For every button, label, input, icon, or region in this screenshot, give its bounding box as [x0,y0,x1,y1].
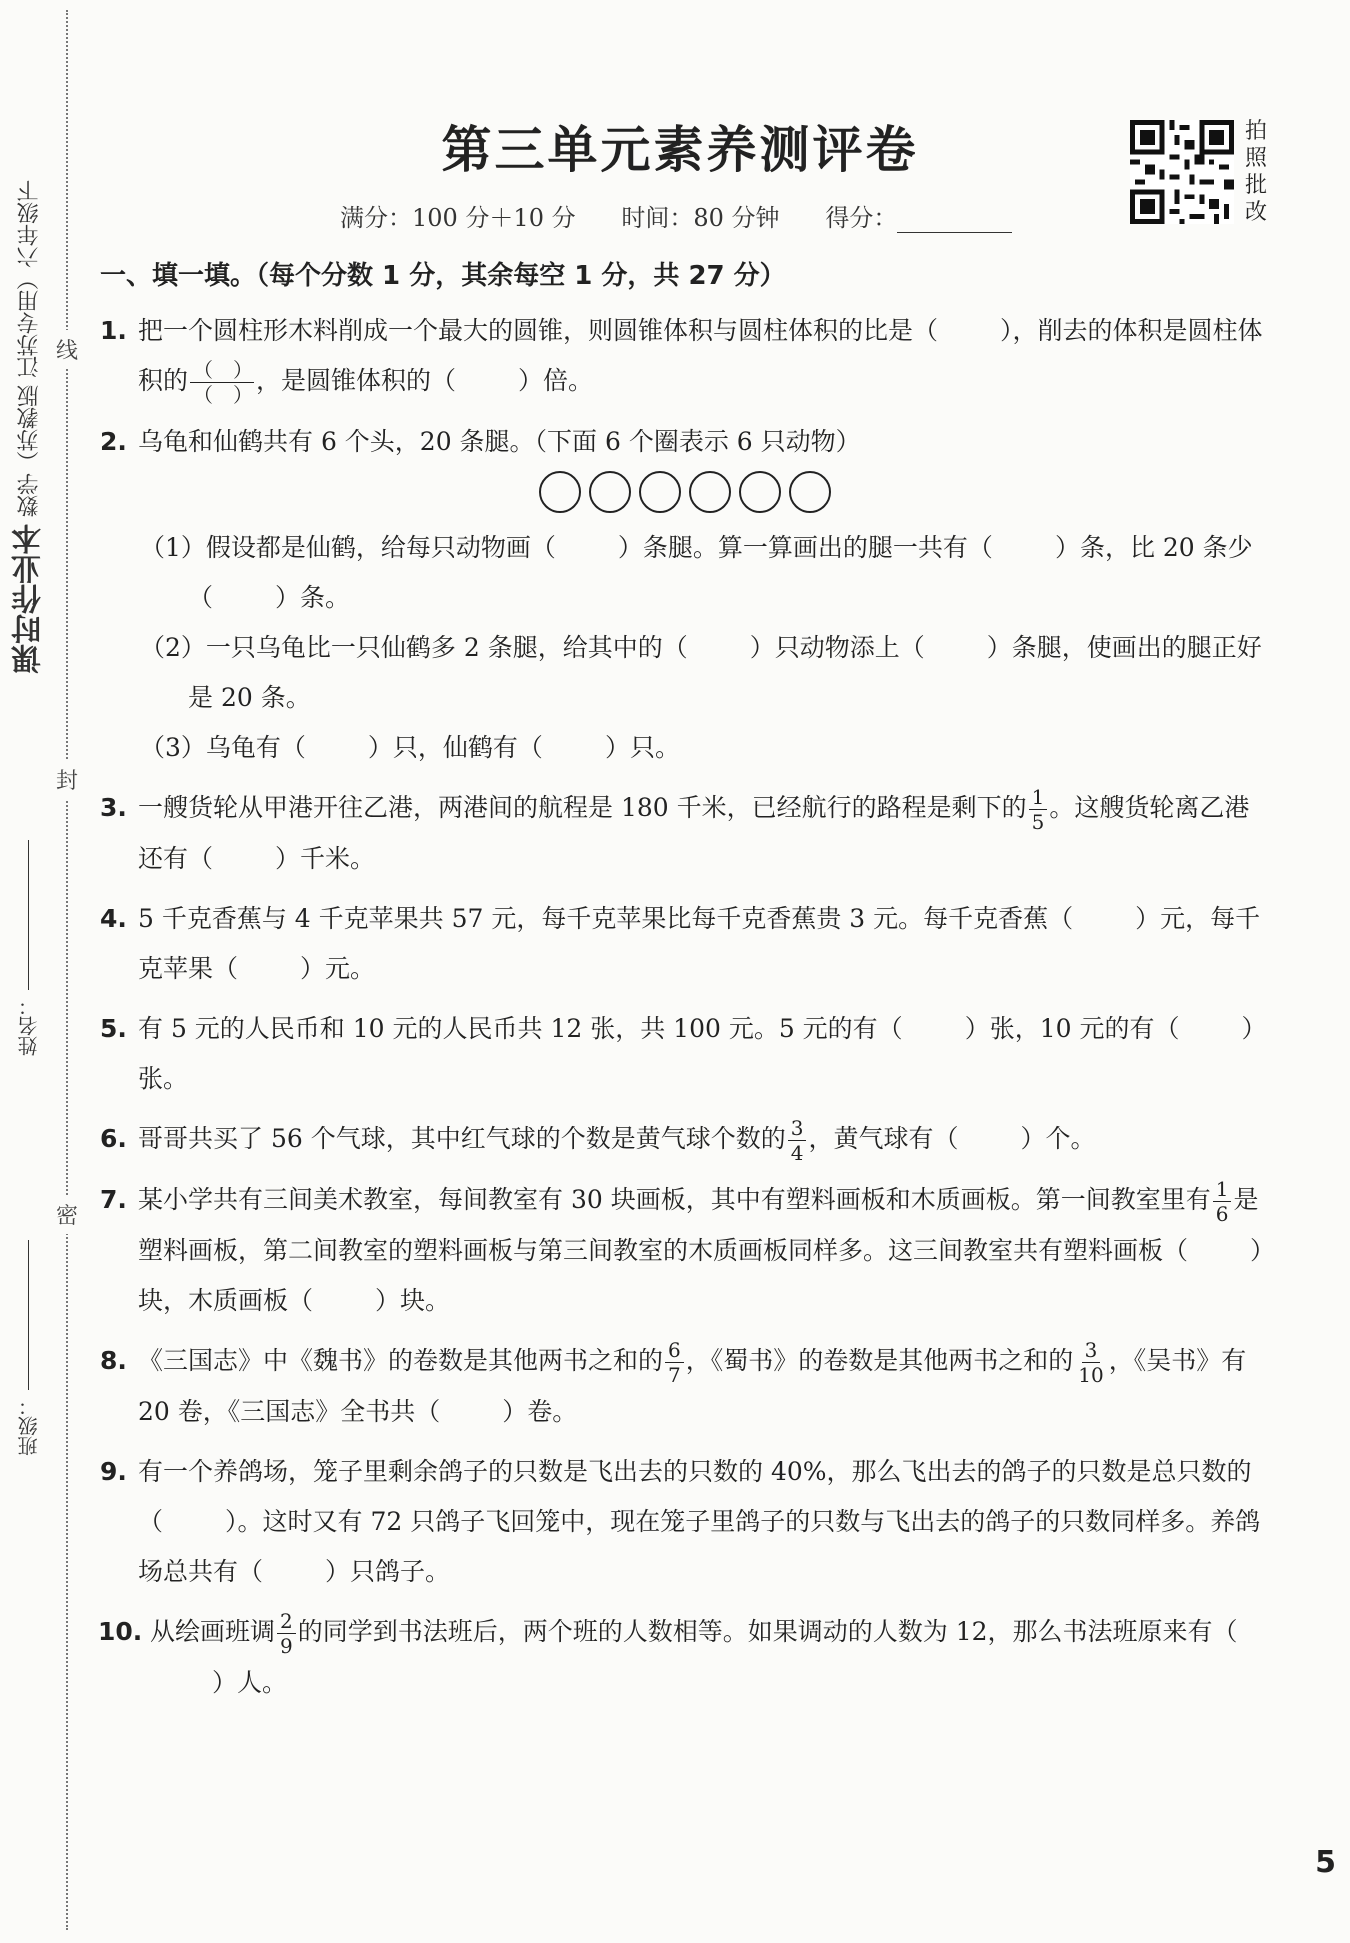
question-3: 3. 一艘货轮从甲港开往乙港，两港间的航程是 180 千米，已经航行的路程是剩下的 $\frac{1}{5}$ 。这艘货轮离乙港还有（ ）千米。 [100,785,1250,873]
question-5: 5. 有 5 元的人民币和 10 元的人民币共 12 张，共 100 元。5 元的有（ ）张，10 元的有（ ）张。 [100,1014,1267,1093]
fraction: $\frac{1}{5}$ [1029,785,1048,834]
name-field[interactable] [14,840,44,1056]
exam-info [340,198,1012,233]
cut-line [66,10,68,1930]
name-label: 姓名： [17,996,41,1056]
question-9: 9. 有一个养鸽场，笼子里剩余鸽子的只数是飞出去的只数的 40%，那么飞出去的鸽子的只数是总只数的（ ）。这时又有 72 只鸽子飞回笼中，现在笼子里鸽子的只数与飞出去的鸽子的只数同样多。养鸽场总共有（ ）只鸽子。 [100,1457,1261,1586]
class-field[interactable] [14,1240,44,1456]
cut-mark-line: 线 [56,330,78,369]
fraction: $\frac{3}{4}$ [788,1116,807,1165]
fraction: $\frac{3}{10}$ [1078,1338,1104,1387]
question-section [100,255,1270,1708]
circle-icon[interactable] [789,471,831,513]
circle-icon[interactable] [589,471,631,513]
qr-code-icon[interactable] [1130,120,1234,224]
question-7: 7. 某小学共有三间美术教室，每间教室有 30 块画板，其中有塑料画板和木质画板。第一间教室里有 $\frac{1}{6}$ 是塑料画板，第二间教室的塑料画板与第三间教室的木质画板同样多。这三间教室共有塑料画板（ ）块，木质画板（ ）块。 [100,1177,1263,1315]
question-1: 1. 把一个圆柱形木料削成一个最大的圆锥，则圆锥体积与圆柱体积的比是（ ），削去的体积是圆柱体积的 $\frac{( )}{( )}$ ，是圆锥体积的（ ）倍。 [100,316,1263,407]
fraction: $\frac{1}{6}$ [1213,1177,1232,1226]
series-subject: 数学（苏教版 江苏专用）六年级下 [17,180,42,517]
section-heading: 一、填一填。（每个分数 1 分，其余每空 1 分，共 27 分） [100,261,786,291]
binding-margin [0,0,90,1943]
page-number: 5 [1315,1845,1336,1880]
fraction: $\frac{6}{7}$ [665,1338,684,1387]
fraction-blank[interactable]: $\frac{( )}{( )}$ [190,358,254,407]
series-brand: 课时作业本 [12,524,47,674]
fraction: $\frac{2}{9}$ [277,1609,296,1658]
cut-mark-seal: 封 [56,760,78,799]
circle-icon[interactable] [689,471,731,513]
cut-mark-secret: 密 [56,1195,78,1234]
qr-caption: 拍 照 批 改 [1244,119,1267,225]
question-2-part-3: （3）乌龟有（ ）只，仙鹤有（ ）只。 [140,733,680,762]
question-2-part-2: （2）一只乌龟比一只仙鹤多 2 条腿，给其中的（ ）只动物添上（ ）条腿，使画出的腿正好是 20 条。 [140,633,1262,712]
series-label [8,180,48,688]
time-limit: 时间：80 分钟 [621,204,780,232]
question-2: 2. 乌龟和仙鹤共有 6 个头，20 条腿。（下面 6 个圈表示 6 只动物） [100,427,861,456]
full-score: 满分：100 分＋10 分 [340,204,576,232]
question-6: 6. 哥哥共买了 56 个气球，其中红气球的个数是黄气球个数的 $\frac{3}{4}$ ，黄气球有（ ）个。 [100,1116,1096,1165]
class-label: 班级： [17,1396,41,1456]
animal-circles [100,467,1270,523]
question-4: 4. 5 千克香蕉与 4 千克苹果共 57 元，每千克苹果比每千克香蕉贵 3 元。每千克香蕉（ ）元，每千克苹果（ ）元。 [100,904,1261,983]
circle-icon[interactable] [639,471,681,513]
question-8: 8. 《三国志》中《魏书》的卷数是其他两书之和的 $\frac{6}{7}$ ，《蜀书》的卷数是其他两书之和的 $\frac{3}{10}$ ，《吴书》有 20 卷，《三国志》全书共（ ）卷。 [100,1338,1247,1426]
circle-icon[interactable] [739,471,781,513]
score-blank[interactable] [897,210,1012,233]
score-label: 得分： [825,204,898,232]
question-10: 10. 从绘画班调 $\frac{2}{9}$ 的同学到书法班后，两个班的人数相等。如果调动的人数为 12，那么书法班原来有（）人。 [98,1609,1238,1697]
question-2-part-1: （1）假设都是仙鹤，给每只动物画（ ）条腿。算一算画出的腿一共有（ ）条，比 20 条少（ ）条。 [140,533,1253,612]
page-title: 第三单元素养测评卷 [441,120,919,179]
circle-icon[interactable] [539,471,581,513]
